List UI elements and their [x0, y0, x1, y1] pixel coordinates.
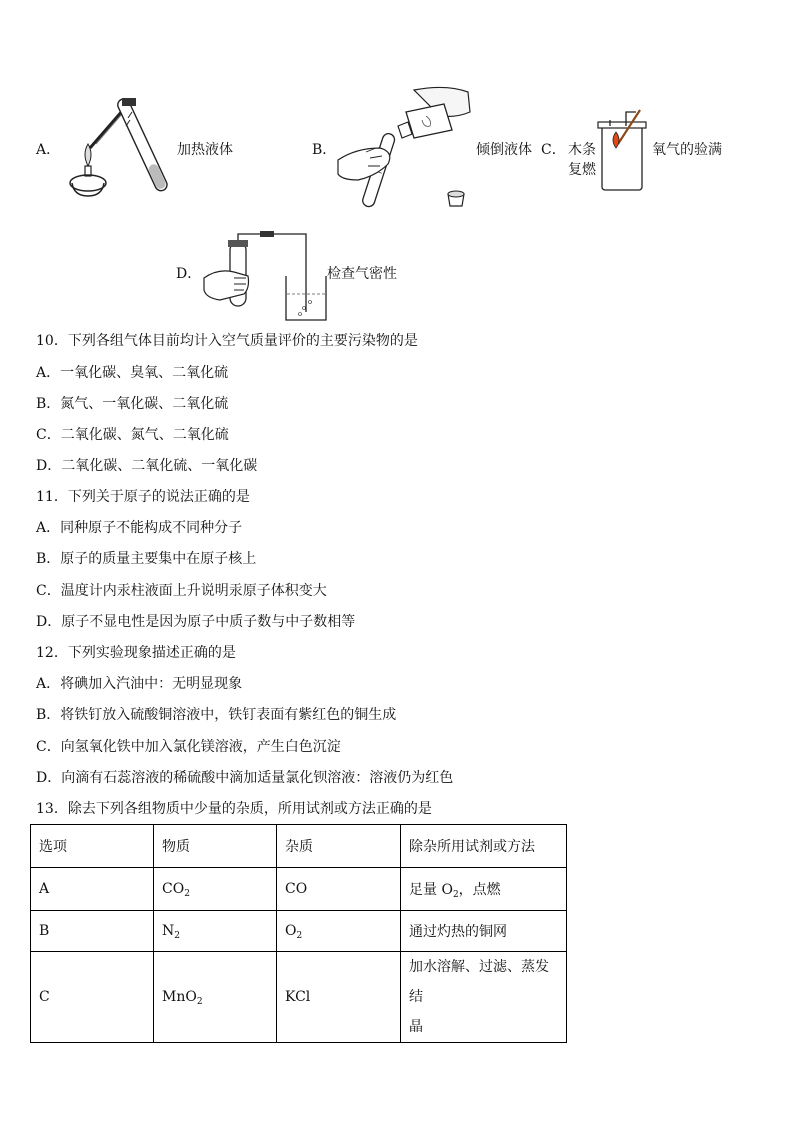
heating-liquid-illustration: [60, 88, 175, 203]
q12-option-c: C．向氢氧化铁中加入氯化镁溶液，产生白色沉淀: [36, 739, 341, 755]
cell-option: C: [31, 952, 154, 1043]
option-a-caption: 加热液体: [177, 142, 233, 158]
cell-method: 通过灼热的铜网: [401, 911, 567, 952]
header-substance: 物质: [154, 825, 277, 868]
q11-option-b: B．原子的质量主要集中在原子核上: [36, 551, 257, 567]
cell-substance: $CO_2$: [154, 868, 277, 911]
cell-impurity: CO: [277, 868, 401, 911]
cell-substance: MnO$_2$: [154, 952, 277, 1043]
option-c-label-2: 复燃: [568, 162, 596, 178]
header-method: 除杂所用试剂或方法: [401, 825, 567, 868]
q13-stem: 13．除去下列各组物质中少量的杂质，所用试剂或方法正确的是: [36, 801, 432, 817]
q12-option-b: B．将铁钉放入硫酸铜溶液中，铁钉表面有紫红色的铜生成: [36, 707, 397, 723]
cell-impurity: $O_2$: [277, 911, 401, 952]
q10-option-b: B．氮气、一氧化碳、二氧化硫: [36, 396, 229, 412]
option-c-label-1: 木条: [568, 142, 596, 158]
cell-substance: $N_2$: [154, 911, 277, 952]
q11-option-a: A．同种原子不能构成不同种分子: [36, 520, 243, 536]
cell-option: B: [31, 911, 154, 952]
q11-stem: 11．下列关于原子的说法正确的是: [36, 489, 250, 505]
airtightness-check-illustration: [200, 228, 328, 324]
q12-option-a: A．将碘加入汽油中：无明显现象: [36, 676, 243, 692]
q11-option-c: C．温度计内汞柱液面上升说明汞原子体积变大: [36, 583, 327, 599]
cell-option: A: [31, 868, 154, 911]
option-b-letter: B．: [312, 142, 337, 158]
q11-option-d: D．原子不显电性是因为原子中质子数与中子数相等: [36, 614, 356, 630]
cell-impurity: KCl: [277, 952, 401, 1043]
option-b-caption: 倾倒液体: [476, 142, 532, 158]
option-c-letter: C．: [541, 142, 566, 158]
option-d-letter: D．: [176, 266, 202, 282]
q12-stem: 12．下列实验现象描述正确的是: [36, 645, 236, 661]
pouring-liquid-illustration: [336, 82, 476, 212]
table-row: [31, 911, 567, 952]
cell-method: 加水溶解、过滤、蒸发结 晶: [401, 952, 567, 1043]
header-option: 选项: [31, 825, 154, 868]
q10-option-c: C．二氧化碳、氮气、二氧化硫: [36, 427, 229, 443]
table-header-row: [31, 825, 567, 868]
q10-option-a: A．一氧化碳、臭氧、二氧化硫: [36, 365, 229, 381]
option-d-caption: 检查气密性: [327, 266, 397, 282]
q10-stem: 10．下列各组气体目前均计入空气质量评价的主要污染物的是: [36, 333, 418, 349]
option-c-caption: 氧气的验满: [652, 142, 722, 158]
table-row: [31, 952, 567, 1043]
header-impurity: 杂质: [277, 825, 401, 868]
q10-option-d: D．二氧化碳、二氧化硫、一氧化碳: [36, 458, 258, 474]
q12-option-d: D．向滴有石蕊溶液的稀硫酸中滴加适量氯化钡溶液：溶液仍为红色: [36, 770, 454, 786]
cell-method: 足量 $O_2$，点燃: [401, 868, 567, 911]
oxygen-full-test-illustration: [596, 106, 648, 192]
option-a-letter: A．: [36, 142, 61, 158]
table-row: [31, 868, 567, 911]
q13-table: [30, 824, 567, 1043]
